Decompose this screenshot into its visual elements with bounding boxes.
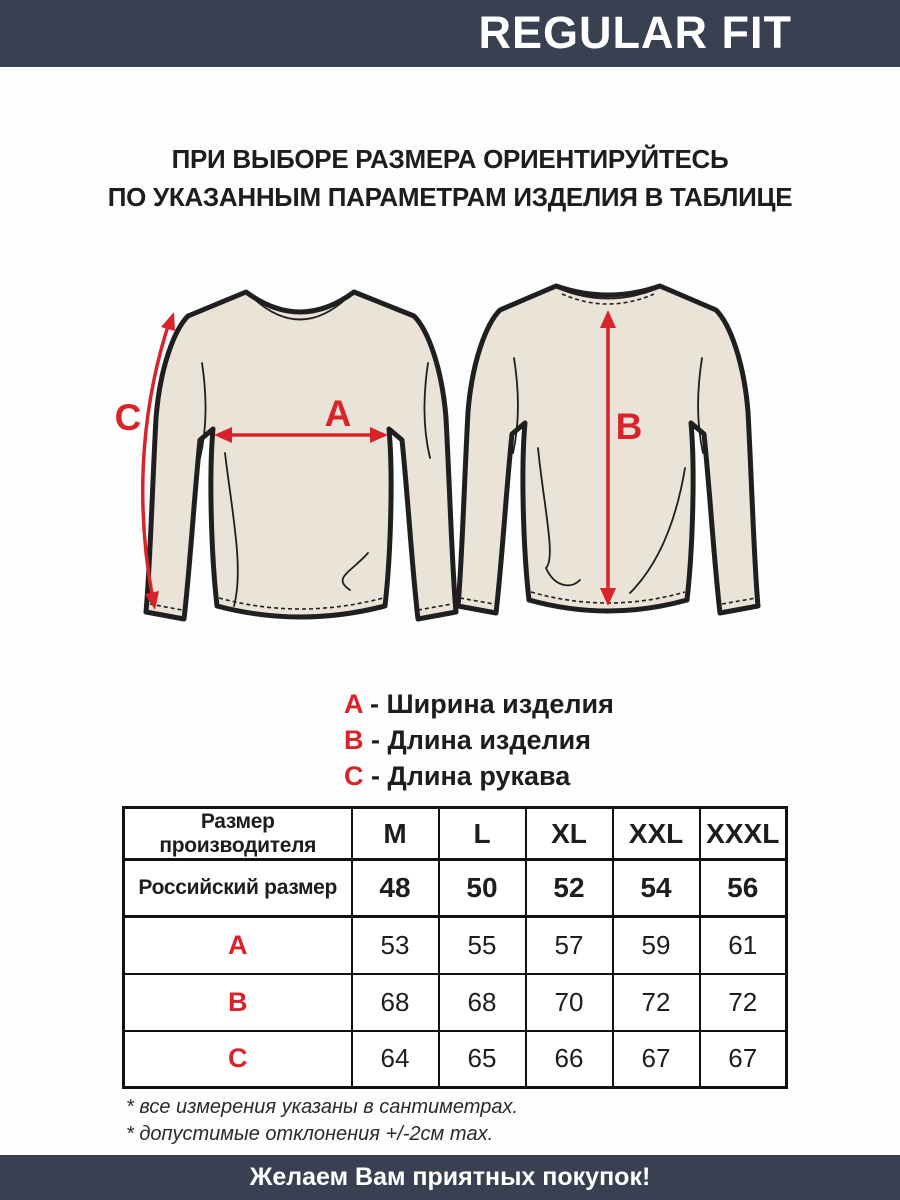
legend-key-b: B xyxy=(344,725,364,755)
size-table xyxy=(122,806,788,1089)
garment-measurement-diagram xyxy=(110,268,790,653)
dimension-value-cell: 59 xyxy=(613,917,700,974)
size-cell: 50 xyxy=(439,860,526,917)
bottom-banner xyxy=(0,1155,900,1200)
footnote-line-1: * все измерения указаны в сантиметрах. xyxy=(126,1096,519,1118)
size-cell: M xyxy=(352,808,439,860)
dimension-row-label: C xyxy=(124,1031,352,1088)
footnote-line-2: * допустимые отклонения +/-2см max. xyxy=(126,1123,494,1145)
dimension-value-cell: 55 xyxy=(439,917,526,974)
legend-text-a: - Ширина изделия xyxy=(370,689,614,719)
russian-size-label: Российский размер xyxy=(124,860,352,917)
legend-item-a xyxy=(344,686,614,722)
dimension-value-cell: 72 xyxy=(700,974,787,1031)
table-row-dimension-c xyxy=(124,1031,787,1088)
dimension-value-cell: 66 xyxy=(526,1031,613,1088)
table-row-producer-size xyxy=(124,808,787,860)
dimension-value-cell: 68 xyxy=(439,974,526,1031)
legend-key-a: A xyxy=(344,689,363,719)
footnotes xyxy=(126,1094,518,1148)
size-guide-heading xyxy=(0,140,900,216)
dimension-value-cell: 61 xyxy=(700,917,787,974)
dimension-label-a: A xyxy=(324,393,352,434)
legend-item-b xyxy=(344,722,614,758)
dimension-value-cell: 72 xyxy=(613,974,700,1031)
table-row-russian-size xyxy=(124,860,787,917)
dimension-value-cell: 68 xyxy=(352,974,439,1031)
footer-message: Желаем Вам приятных покупок! xyxy=(249,1163,651,1191)
dimension-value-cell: 64 xyxy=(352,1031,439,1088)
fit-type-label: REGULAR FIT xyxy=(478,7,792,58)
legend-text-b: - Длина изделия xyxy=(371,725,591,755)
size-cell: 54 xyxy=(613,860,700,917)
size-cell: XL xyxy=(526,808,613,860)
size-cell: 52 xyxy=(526,860,613,917)
size-cell: 56 xyxy=(700,860,787,917)
size-cell: XXL xyxy=(613,808,700,860)
table-row-dimension-b xyxy=(124,974,787,1031)
dimension-row-label: A xyxy=(124,917,352,974)
producer-size-label: Размер производителя xyxy=(124,808,352,860)
dimension-value-cell: 67 xyxy=(613,1031,700,1088)
front-view-garment xyxy=(146,292,456,619)
heading-line-2: ПО УКАЗАННЫМ ПАРАМЕТРАМ ИЗДЕЛИЯ В ТАБЛИЦЕ xyxy=(107,182,793,212)
dimension-label-c: C xyxy=(114,397,142,438)
dimension-label-b: B xyxy=(615,406,643,447)
measurement-legend xyxy=(344,686,614,794)
top-banner xyxy=(0,0,900,67)
dimension-value-cell: 65 xyxy=(439,1031,526,1088)
legend-item-c xyxy=(344,758,614,794)
dimension-row-label: B xyxy=(124,974,352,1031)
size-cell: L xyxy=(439,808,526,860)
front-garment-outline xyxy=(146,292,456,619)
dimension-value-cell: 67 xyxy=(700,1031,787,1088)
dimension-value-cell: 53 xyxy=(352,917,439,974)
dimension-value-cell: 57 xyxy=(526,917,613,974)
size-cell: XXXL xyxy=(700,808,787,860)
size-cell: 48 xyxy=(352,860,439,917)
legend-key-c: C xyxy=(344,761,364,791)
dimension-value-cell: 70 xyxy=(526,974,613,1031)
table-row-dimension-a xyxy=(124,917,787,974)
heading-line-1: ПРИ ВЫБОРЕ РАЗМЕРА ОРИЕНТИРУЙТЕСЬ xyxy=(171,144,729,174)
legend-text-c: - Длина рукава xyxy=(371,761,571,791)
